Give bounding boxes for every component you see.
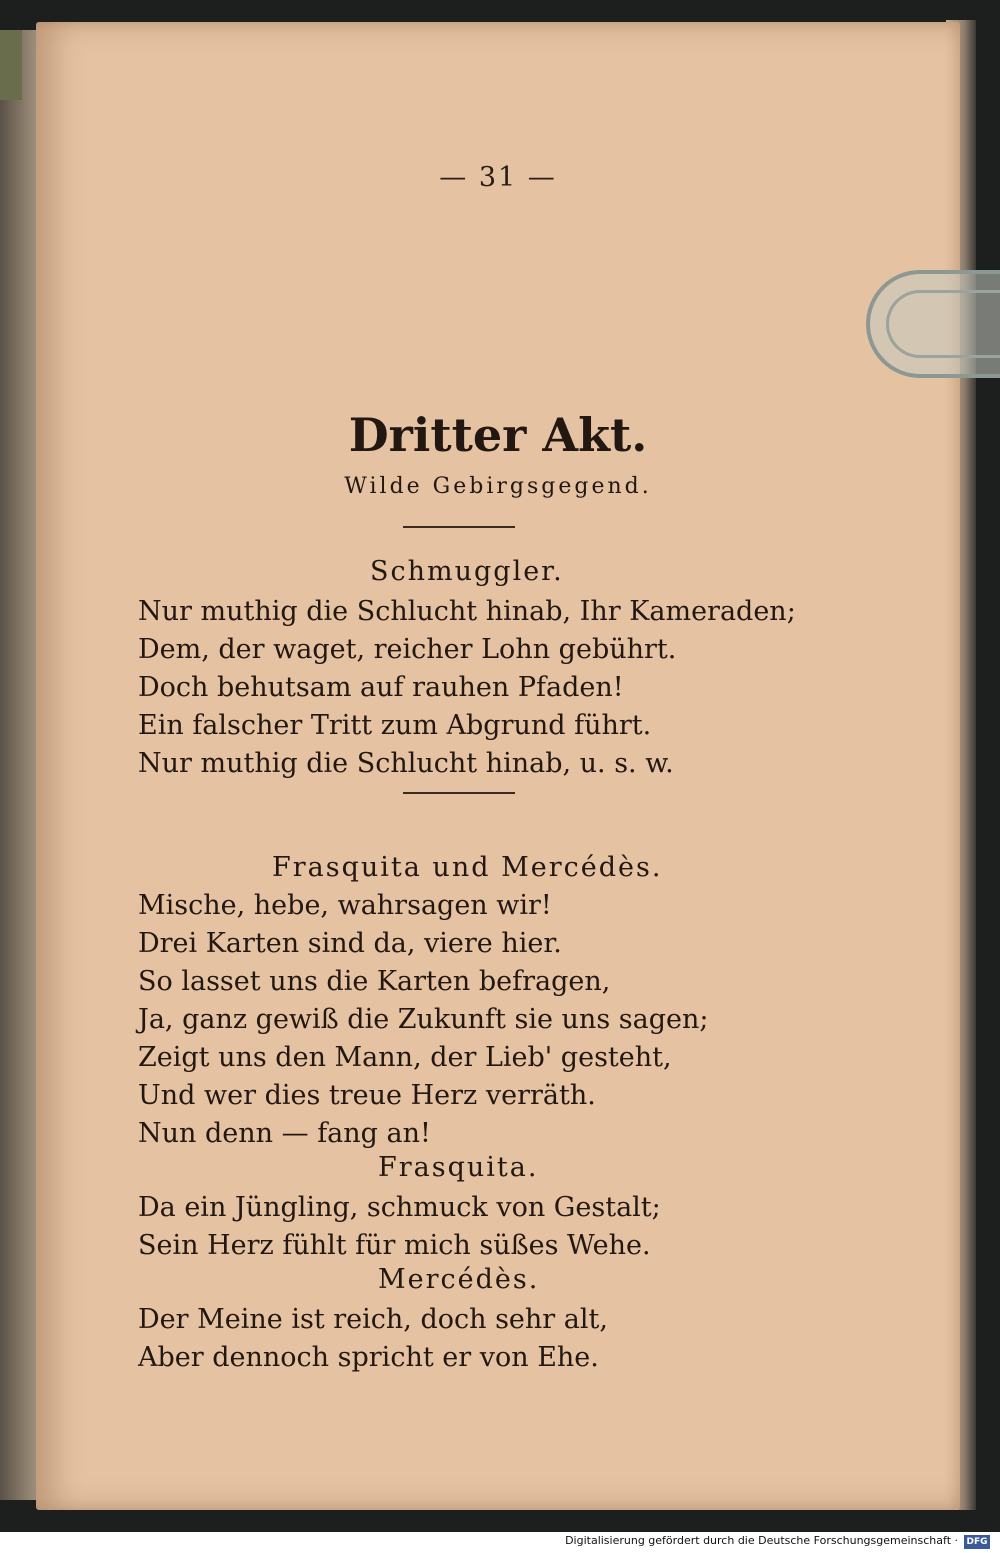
verse-line: Drei Karten sind da, viere hier. xyxy=(138,928,562,959)
verse-line: Ja, ganz gewiß die Zukunft sie uns sagen; xyxy=(138,1004,709,1035)
funding-credit: Digitalisierung gefördert durch die Deutsche Forschungsgemeinschaft · xyxy=(565,1534,958,1547)
verse-line: Und wer dies treue Herz verräth. xyxy=(138,1080,596,1111)
verse-line: Dem, der waget, reicher Lohn gebührt. xyxy=(138,634,677,665)
speaker-frasquita-mercedes: Frasquita und Mercédès. xyxy=(272,852,663,883)
verse-line: Der Meine ist reich, doch sehr alt, xyxy=(138,1304,608,1335)
verse-line: Nur muthig die Schlucht hinab, Ihr Kameraden; xyxy=(138,596,796,627)
verse-line: Sein Herz fühlt für mich süßes Wehe. xyxy=(138,1230,651,1261)
speaker-mercedes: Mercédès. xyxy=(378,1264,540,1295)
verse-line: Mische, hebe, wahrsagen wir! xyxy=(138,890,552,921)
section-divider xyxy=(403,526,515,528)
speaker-frasquita: Frasquita. xyxy=(378,1152,539,1183)
page-clip-inner xyxy=(886,290,1000,358)
verse-line: Nur muthig die Schlucht hinab, u. s. w. xyxy=(138,748,674,779)
verse-line: Aber dennoch spricht er von Ehe. xyxy=(138,1342,599,1373)
act-title: Dritter Akt. xyxy=(348,408,648,462)
verse-line: Ein falscher Tritt zum Abgrund führt. xyxy=(138,710,652,741)
verse-line: Nun denn — fang an! xyxy=(138,1118,431,1149)
adjacent-page-corner xyxy=(0,30,22,100)
verse-line: Zeigt uns den Mann, der Lieb' gesteht, xyxy=(138,1042,672,1073)
scene-description: Wilde Gebirgsgegend. xyxy=(344,474,652,499)
page-clip xyxy=(866,270,1000,378)
dfg-logo: DFG xyxy=(964,1535,990,1549)
verse-line: Da ein Jüngling, schmuck von Gestalt; xyxy=(138,1192,661,1223)
book-page xyxy=(36,22,960,1510)
page-number: — 31 — xyxy=(439,162,557,193)
speaker-smugglers: Schmuggler. xyxy=(370,556,564,587)
verse-line: So lasset uns die Karten befragen, xyxy=(138,966,611,997)
section-divider xyxy=(403,792,515,794)
verse-line: Doch behutsam auf rauhen Pfaden! xyxy=(138,672,624,703)
